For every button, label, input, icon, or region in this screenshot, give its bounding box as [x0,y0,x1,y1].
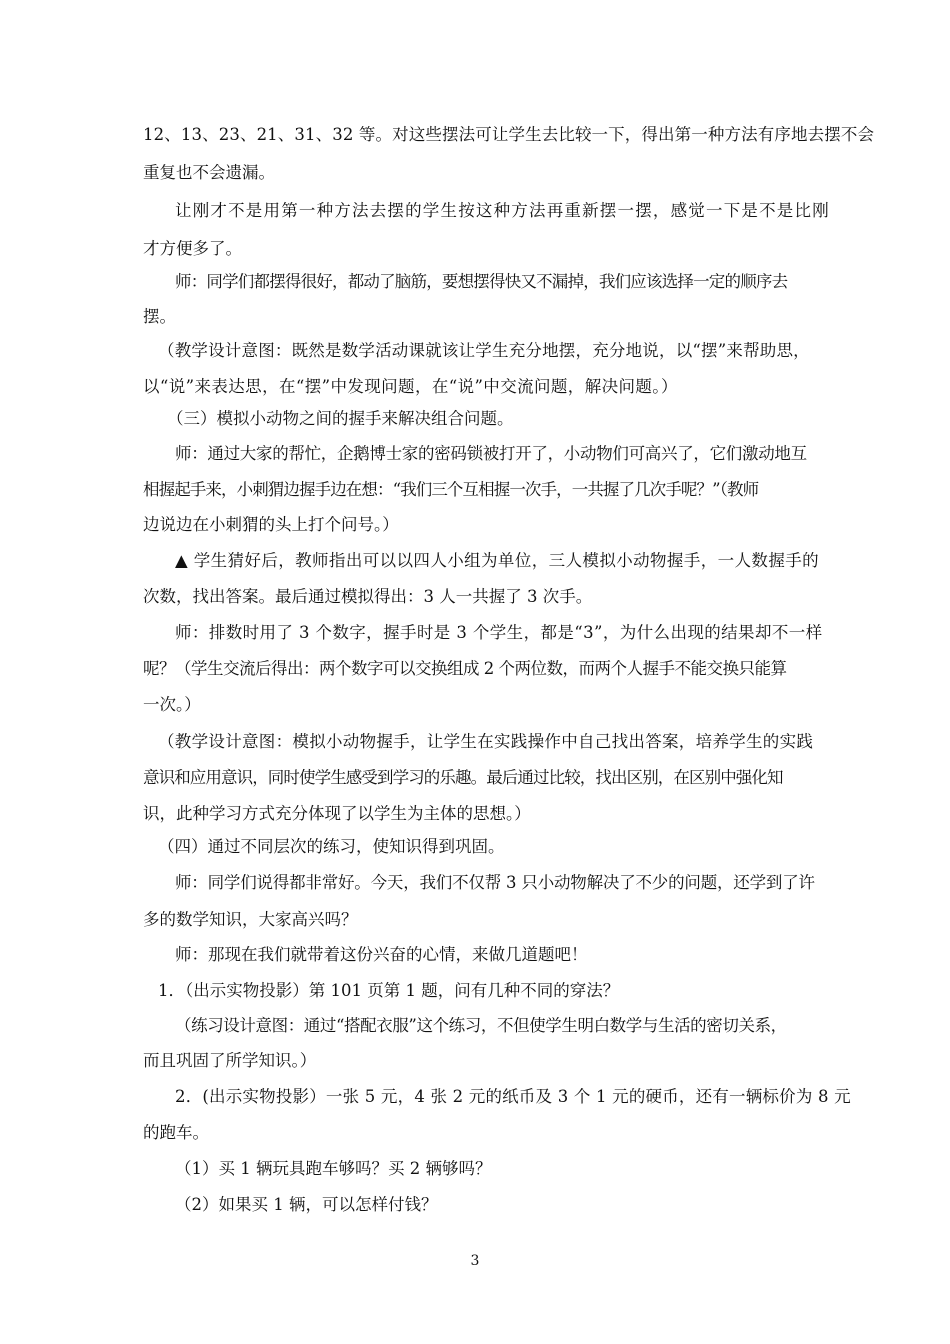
page-number: 3 [470,1253,480,1269]
section-heading: （四）通过不同层次的练习，使知识得到巩固。 [158,837,505,856]
text-line: 师：通过大家的帮忙，企鹅博士家的密码锁被打开了，小动物们可高兴了，它们激动地互 [175,444,807,463]
text-line: 师：那现在我们就带着这份兴奋的心情，来做几道题吧！ [175,945,588,964]
text-line: （教学设计意图：既然是数学活动课就该让学生充分地摆，充分地说，以“摆”来帮助思， [158,341,810,360]
text-line: 师：同学们说得都非常好。今天，我们不仅帮 3 只小动物解决了不少的问题，还学到了许 [175,873,815,892]
text-line: 一次。） [143,695,201,714]
text-line: 呢？（学生交流后得出：两个数字可以交换组成 2 个两位数，而两个人握手不能交换只能算 [143,659,787,678]
text-line: 意识和应用意识，同时使学生感受到学习的乐趣。最后通过比较，找出区别，在区别中强化知 [143,768,783,787]
text-line: 以“说”来表达思，在“摆”中发现问题，在“说”中交流问题，解决问题。） [143,377,678,396]
text-line: 摆。 [143,307,176,326]
text-line: 多的数学知识，大家高兴吗？ [143,910,358,929]
text-line: 师：排数时用了 3 个数字，握手时是 3 个学生，都是“3”，为什么出现的结果却不一样 [175,623,823,642]
text-line: （练习设计意图：通过“搭配衣服”这个练习，不但使学生明白数学与生活的密切关系， [175,1016,787,1035]
exercise-item: 1．（出示实物投影）第 101 页第 1 题，问有几种不同的穿法？ [158,981,620,1000]
text-line: 重复也不会遗漏。 [143,163,275,182]
text-line: 边说边在小刺猬的头上打个问号。） [143,515,399,534]
text-line: （教学设计意图：模拟小动物握手，让学生在实践操作中自己找出答案，培养学生的实践 [158,732,814,751]
text-line: 12、13、23、21、31、32 等。对这些摆法可让学生去比较一下，得出第一种方法有序地去摆不会 [143,125,875,144]
section-heading: （三）模拟小动物之间的握手来解决组合问题。 [167,409,514,428]
exercise-subitem: （2）如果买 1 辆，可以怎样付钱？ [175,1195,438,1214]
text-line: 而且巩固了所学知识。） [143,1051,317,1070]
text-line: 让刚才不是用第一种方法去摆的学生按这种方法再重新摆一摆，感觉一下是不是比刚 [175,201,830,220]
text-line: ▲ 学生猜好后，教师指出可以以四人小组为单位，三人模拟小动物握手，一人数握手的 [175,551,820,570]
text-line: 师：同学们都摆得很好，都动了脑筋，要想摆得快又不漏掉，我们应该选择一定的顺序去 [175,272,788,291]
text-line: 次数，找出答案。最后通过模拟得出：3 人一共握了 3 次手。 [143,587,593,606]
text-line: 相握起手来，小刺猬边握手边在想：“我们三个互相握一次手，一共握了几次手呢？”（教师 [143,480,759,499]
exercise-subitem: （1）买 1 辆玩具跑车够吗？买 2 辆够吗？ [175,1159,492,1178]
text-line: 识，此种学习方式充分体现了以学生为主体的思想。） [143,804,531,823]
text-line: 的跑车。 [143,1123,209,1142]
exercise-item: 2．(出示实物投影）一张 5 元，4 张 2 元的纸币及 3 个 1 元的硬币，还有一辆标价为 8 元 [175,1087,851,1106]
text-line: 才方便多了。 [143,239,242,258]
